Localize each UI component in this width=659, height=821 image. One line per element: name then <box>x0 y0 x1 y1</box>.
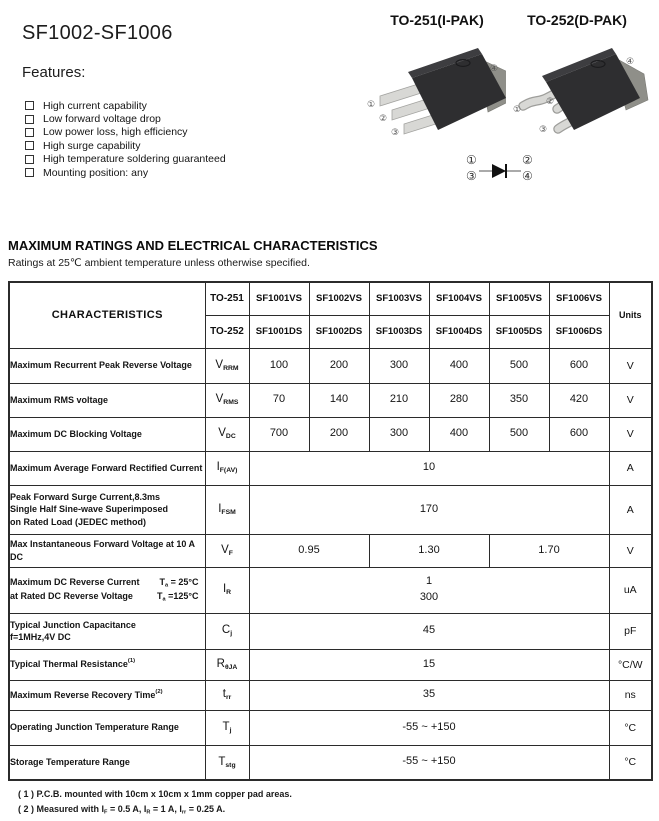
value-cell: 350 <box>489 383 549 417</box>
table-header-row <box>9 282 652 315</box>
characteristics-header: CHARACTERISTICS <box>9 282 205 348</box>
value-cell: 170 <box>249 485 609 534</box>
table-row <box>9 383 652 417</box>
feature-text: High surge capability <box>43 139 141 152</box>
feature-item <box>25 139 226 152</box>
checkbox-icon <box>25 101 34 110</box>
table-row <box>9 451 652 485</box>
table-row <box>9 649 652 680</box>
units-cell: pF <box>609 613 652 649</box>
pin-label-4: ④ <box>490 64 499 74</box>
symbol-cell: $V_{DC}$ <box>205 417 249 451</box>
feature-text: High temperature soldering guaranteed <box>43 153 226 166</box>
feature-item <box>25 166 226 179</box>
char-label-cell <box>9 348 205 383</box>
label-line: Typical Thermal Resistance (1) <box>10 658 136 670</box>
value-cell: 210 <box>369 383 429 417</box>
pin-label-3: ③ <box>539 125 548 135</box>
label-line: Single Half Sine-wave Superimposed <box>10 504 169 515</box>
part-number-header: SF1001DS <box>249 315 309 348</box>
label-line <box>10 590 205 604</box>
char-label-cell <box>9 567 205 613</box>
label-line: Typical Junction Capacitance <box>10 619 136 630</box>
section-heading: MAXIMUM RATINGS AND ELECTRICAL CHARACTERISTICS <box>8 238 378 253</box>
ratings-table <box>8 281 653 781</box>
value-line: 300 <box>419 591 439 603</box>
value-cell: 0.95 <box>249 534 369 567</box>
value-cell: 10 <box>249 451 609 485</box>
char-label-cell <box>9 383 205 417</box>
units-cell: °C <box>609 745 652 780</box>
package-header-to252: TO-252 <box>205 315 249 348</box>
feature-item <box>25 99 226 112</box>
package-photo-to252 <box>512 38 652 150</box>
table-row <box>9 534 652 567</box>
part-number-header: SF1006VS <box>549 282 609 315</box>
checkbox-icon <box>25 128 34 137</box>
table-row <box>9 680 652 710</box>
symbol-cell: $T_j$ <box>205 710 249 745</box>
checkbox-icon <box>25 141 34 150</box>
feature-text: Mounting position: any <box>43 166 149 179</box>
symbol-cell: $I_{F(AV)}$ <box>205 451 249 485</box>
label-text: at Rated DC Reverse Voltage <box>10 591 133 601</box>
value-cell: 420 <box>549 383 609 417</box>
table-row <box>9 710 652 745</box>
value-cell: 70 <box>249 383 309 417</box>
pin-label-1: ① <box>513 105 522 115</box>
table-row <box>9 613 652 649</box>
label-line: Maximum RMS voltage <box>10 394 109 405</box>
diode-symbol-icon <box>479 161 521 181</box>
label-text: Maximum DC Reverse Current <box>10 576 140 587</box>
pin-label-1: ① <box>367 100 376 110</box>
value-cell: 500 <box>489 417 549 451</box>
label-line: on Rated Load (JEDEC method) <box>10 516 147 527</box>
pin-label-4: ④ <box>626 57 635 67</box>
feature-text: Low forward voltage drop <box>43 113 161 126</box>
table-row <box>9 567 652 613</box>
label-line: Peak Forward Surge Current,8.3ms <box>10 492 161 503</box>
part-number-header: SF1003VS <box>369 282 429 315</box>
value-cell: 700 <box>249 417 309 451</box>
checkbox-icon <box>25 168 34 177</box>
value-cell: 600 <box>549 417 609 451</box>
pin-number-1: ① <box>466 153 477 167</box>
part-number-header: SF1006DS <box>549 315 609 348</box>
table-row <box>9 417 652 451</box>
label-line: Maximum Reverse Recovery Time (2) <box>10 688 163 700</box>
table-row <box>9 348 652 383</box>
table-row <box>9 745 652 780</box>
char-label-cell <box>9 649 205 680</box>
value-cell: -55 ~ +150 <box>249 710 609 745</box>
value-cell: 500 <box>489 348 549 383</box>
value-cell: 140 <box>309 383 369 417</box>
symbol-cell: $I_R$ <box>205 567 249 613</box>
units-cell: A <box>609 451 652 485</box>
feature-text: High current capability <box>43 99 147 112</box>
value-cell: 200 <box>309 417 369 451</box>
features-heading: Features: <box>22 64 86 81</box>
pin-label-2: ② <box>546 97 555 107</box>
label-line: Maximum DC Blocking Voltage <box>10 428 142 439</box>
char-label-cell <box>9 417 205 451</box>
footnote-1: ( 1 ) P.C.B. mounted with 10cm x 10cm x 1mm copper pad areas. <box>18 789 292 799</box>
part-number-header: SF1005VS <box>489 282 549 315</box>
units-cell: °C <box>609 710 652 745</box>
pin-label-3: ③ <box>391 128 400 138</box>
value-cell: 45 <box>249 613 609 649</box>
value-cell: 280 <box>429 383 489 417</box>
package-photo-to251 <box>366 38 506 150</box>
value-cell: 300 <box>369 417 429 451</box>
value-cell <box>249 567 609 613</box>
symbol-cell: $C_j$ <box>205 613 249 649</box>
value-cell: 1.70 <box>489 534 609 567</box>
condition-text: $T_a =125^\circ C$ <box>157 591 199 603</box>
feature-item <box>25 126 226 139</box>
package-header-to251: TO-251 <box>205 282 249 315</box>
table-head <box>9 282 652 348</box>
value-cell: 400 <box>429 348 489 383</box>
units-cell: uA <box>609 567 652 613</box>
label-line <box>10 576 205 590</box>
part-number-header: SF1004DS <box>429 315 489 348</box>
symbol-cell: $R_{\theta JA}$ <box>205 649 249 680</box>
units-cell: ns <box>609 680 652 710</box>
part-number-header: SF1003DS <box>369 315 429 348</box>
symbol-cell: $T_{stg}$ <box>205 745 249 780</box>
char-label-cell <box>9 613 205 649</box>
feature-item <box>25 153 226 166</box>
value-cell: 400 <box>429 417 489 451</box>
part-number-header: SF1001VS <box>249 282 309 315</box>
char-label-cell <box>9 710 205 745</box>
value-cell: 200 <box>309 348 369 383</box>
value-cell: 600 <box>549 348 609 383</box>
condition-text: $T_a = 25^\circ C$ <box>159 576 199 589</box>
pin-diagram <box>458 152 548 194</box>
char-label-cell <box>9 534 205 567</box>
checkbox-icon <box>25 155 34 164</box>
value-cell: 15 <box>249 649 609 680</box>
label-line: Maximum Average Forward Rectified Current <box>10 462 203 473</box>
package-label-to252: TO-252(D-PAK) <box>527 12 627 28</box>
ratings-table-wrap <box>8 281 653 781</box>
footnote-2: ( 2 ) Measured with $I_F = 0.5$ A, $I_R = 1$ A, $I_{rr} = 0.25$ A. <box>18 804 226 816</box>
section-subheading: Ratings at 25℃ ambient temperature unless otherwise specified. <box>8 257 310 269</box>
symbol-cell: $I_{FSM}$ <box>205 485 249 534</box>
value-cell: -55 ~ +150 <box>249 745 609 780</box>
part-number-header: SF1002VS <box>309 282 369 315</box>
label-line: f=1MHz,4V DC <box>10 632 71 642</box>
symbol-cell: $V_{RRM}$ <box>205 348 249 383</box>
value-cell: 35 <box>249 680 609 710</box>
units-cell: V <box>609 383 652 417</box>
char-label-cell <box>9 680 205 710</box>
checkbox-icon <box>25 115 34 124</box>
units-cell: V <box>609 417 652 451</box>
value-cell: 100 <box>249 348 309 383</box>
char-label-cell <box>9 451 205 485</box>
part-number-header: SF1002DS <box>309 315 369 348</box>
symbol-cell: $V_F$ <box>205 534 249 567</box>
units-cell: °C/W <box>609 649 652 680</box>
units-cell: A <box>609 485 652 534</box>
symbol-cell: $V_{RMS}$ <box>205 383 249 417</box>
pin-label-2: ② <box>379 114 388 124</box>
value-line: 1 <box>425 575 433 588</box>
pin-number-4: ④ <box>522 169 533 183</box>
part-number-header: SF1004VS <box>429 282 489 315</box>
label-line: Maximum Recurrent Peak Reverse Voltage <box>10 360 192 371</box>
table-body <box>9 348 652 780</box>
char-label-cell <box>9 485 205 534</box>
value-cell: 1.30 <box>369 534 489 567</box>
units-cell: V <box>609 348 652 383</box>
features-list <box>25 99 226 179</box>
pin-number-3: ③ <box>466 169 477 183</box>
value-cell: 300 <box>369 348 429 383</box>
label-line: Operating Junction Temperature Range <box>10 722 179 733</box>
units-cell: V <box>609 534 652 567</box>
pin-number-2: ② <box>522 153 533 167</box>
char-label-cell <box>9 745 205 780</box>
table-row <box>9 485 652 534</box>
units-header: Units <box>609 282 652 348</box>
package-label-to251: TO-251(I-PAK) <box>390 12 484 28</box>
symbol-cell: $t_{rr}$ <box>205 680 249 710</box>
page-title: SF1002-SF1006 <box>22 22 173 44</box>
feature-text: Low power loss, high efficiency <box>43 126 188 139</box>
label-line: Max Instantaneous Forward Voltage at 10 A DC <box>10 539 195 562</box>
part-number-header: SF1005DS <box>489 315 549 348</box>
feature-item <box>25 112 226 125</box>
label-line: Storage Temperature Range <box>10 757 130 768</box>
